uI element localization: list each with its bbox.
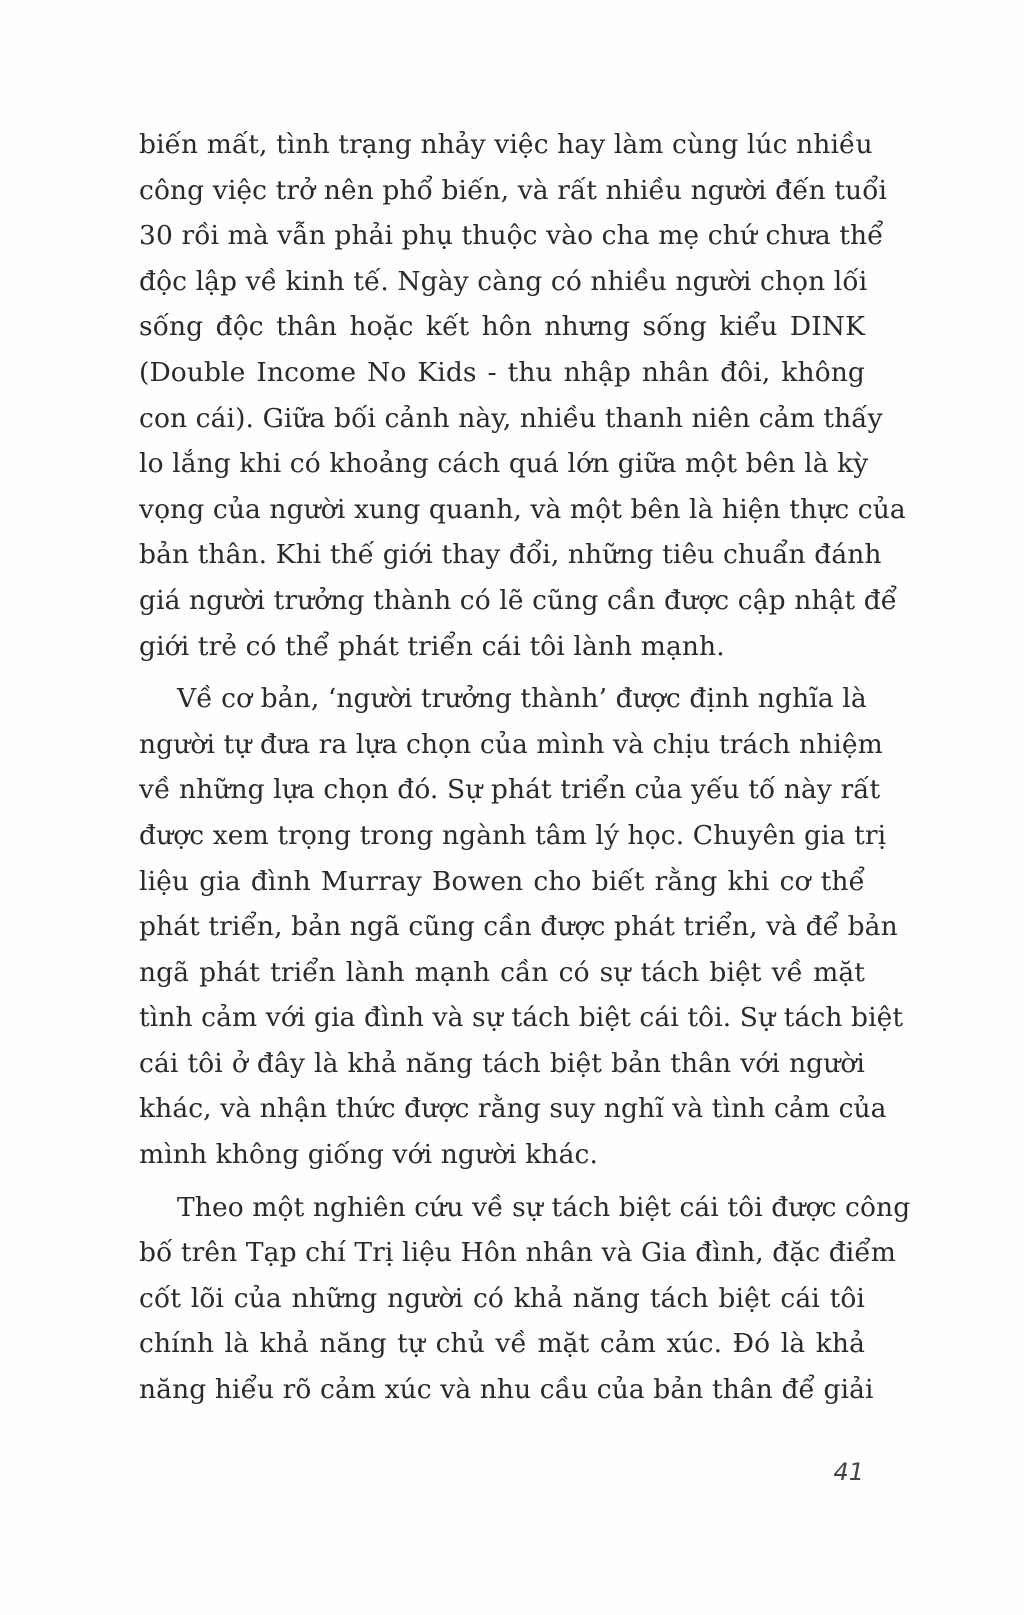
text-line: cái tôi ở đây là khả năng tách biệt bản thân với người bbox=[139, 1047, 865, 1079]
text-line: về những lựa chọn đó. Sự phát triển của yếu tố này rất bbox=[139, 774, 881, 806]
text-line: được xem trọng trong ngành tâm lý học. Chuyên gia trị bbox=[139, 819, 887, 851]
text-line: cốt lõi của những người có khả năng tách biệt cái tôi bbox=[139, 1282, 865, 1314]
text-line: tình cảm với gia đình và sự tách biệt cái tôi. Sự tách biệt bbox=[139, 1002, 904, 1034]
text-line: khác, và nhận thức được rằng suy nghĩ và tình cảm của bbox=[139, 1093, 887, 1125]
text-line: bản thân. Khi thế giới thay đổi, những tiêu chuẩn đánh bbox=[139, 539, 882, 571]
text-line: công việc trở nên phổ biến, và rất nhiều người đến tuổi bbox=[139, 174, 888, 206]
text-line: 30 rồi mà vẫn phải phụ thuộc vào cha mẹ chứ chưa thể bbox=[139, 220, 884, 252]
body-text bbox=[139, 122, 911, 1413]
text-line: Theo một nghiên cứu về sự tách biệt cái tôi được công bbox=[177, 1191, 911, 1223]
text-line: con cái). Giữa bối cảnh này, nhiều thanh niên cảm thấy bbox=[139, 402, 883, 434]
text-line: (Double Income No Kids - thu nhập nhân đôi, không bbox=[139, 356, 865, 388]
paragraph-gap bbox=[139, 669, 865, 676]
text-line: liệu gia đình Murray Bowen cho biết rằng khi cơ thể bbox=[139, 865, 865, 897]
text-line: độc lập về kinh tế. Ngày càng có nhiều người chọn lối bbox=[139, 265, 868, 297]
paragraph-2 bbox=[139, 676, 904, 1178]
text-line: phát triển, bản ngã cũng cần được phát triển, và để bản bbox=[139, 911, 898, 943]
text-line: mình không giống với người khác. bbox=[139, 1139, 598, 1171]
text-line: ngã phát triển lành mạnh cần có sự tách biệt về mặt bbox=[139, 956, 865, 988]
text-line: giá người trưởng thành có lẽ cũng cần được cập nhật để bbox=[139, 584, 898, 616]
page-number: 41 bbox=[833, 1458, 864, 1486]
paragraph-1 bbox=[139, 122, 906, 669]
text-line: năng hiểu rõ cảm xúc và nhu cầu của bản thân để giải bbox=[139, 1374, 874, 1406]
text-line: người tự đưa ra lựa chọn của mình và chịu trách nhiệm bbox=[139, 728, 883, 760]
text-line: chính là khả năng tự chủ về mặt cảm xúc. Đó là khả bbox=[139, 1328, 865, 1360]
text-line: lo lắng khi có khoảng cách quá lớn giữa một bên là kỳ bbox=[139, 448, 869, 480]
text-line: sống độc thân hoặc kết hôn nhưng sống kiểu DINK bbox=[139, 311, 865, 343]
text-line: biến mất, tình trạng nhảy việc hay làm cùng lúc nhiều bbox=[139, 129, 873, 160]
text-line: Về cơ bản, ‘người trưởng thành’ được định nghĩa là bbox=[177, 683, 867, 715]
paragraph-3 bbox=[139, 1185, 911, 1413]
text-line: bố trên Tạp chí Trị liệu Hôn nhân và Gia đình, đặc điểm bbox=[139, 1237, 896, 1269]
text-line: giới trẻ có thể phát triển cái tôi lành mạnh. bbox=[139, 630, 725, 662]
paragraph-gap bbox=[139, 1178, 865, 1185]
text-line: vọng của người xung quanh, và một bên là hiện thực của bbox=[139, 493, 906, 525]
